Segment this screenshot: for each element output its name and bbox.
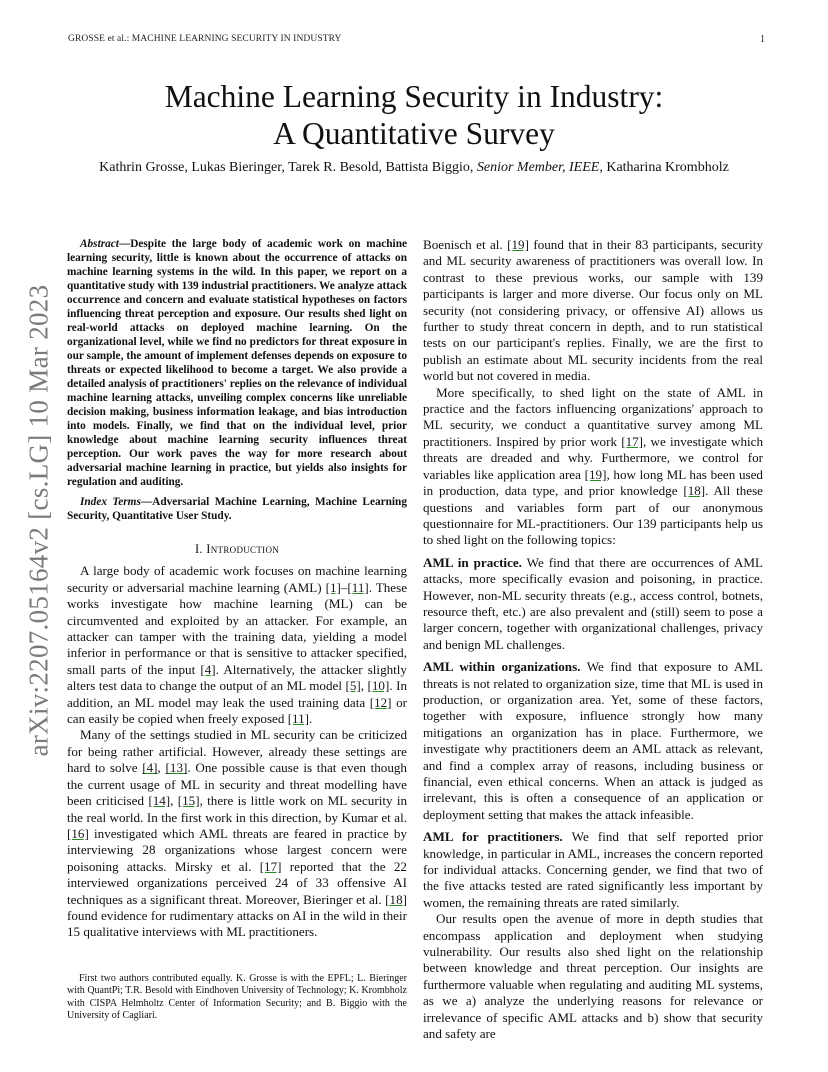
text-run: found evidence for rudimentary attacks on AI in the wild in their 15 qualitative interviews with ML practitioners.	[67, 907, 407, 940]
intro-paragraph-3	[423, 237, 763, 385]
text-run: . One possible cause is that even though the current usage of ML in security and threat modelling have been criticised	[67, 760, 407, 809]
left-column	[67, 237, 407, 941]
citation-link[interactable]: [4]	[200, 661, 216, 677]
text-run: investigated which AML threats are feared in practice by interviewing 28 organizations whose largest concern were poisoning attacks. Mirsky et al.	[67, 825, 407, 874]
abstract-label: Abstract	[80, 238, 119, 250]
text-run: A large body of academic work focuses on machine learning security or adversarial machine learning (AML)	[67, 563, 407, 595]
aml-for-practitioners-paragraph	[423, 829, 763, 911]
index-terms	[67, 495, 407, 523]
text-run: , we investigate which threats are dreaded and why. Furthermore, we control for variables like application area	[423, 433, 763, 482]
text-run: ,	[360, 678, 368, 694]
text-run: . In addition, an ML model may leak the used training data	[67, 678, 407, 710]
text-run: Our results open the avenue of more in depth studies that encompass application and deployment when studying vulnerability. Our results also shed light on the relationship between knowledge and threat perception. Our insights are furthermore valuable when regulating and auditing ML systems, as we a) analyze the underlying reasons for relevance or irrelevance of specific AML attacks and b) show that security and safety are	[423, 911, 763, 1042]
intro-paragraph-4	[423, 385, 763, 549]
author-membership: Senior Member, IEEE,	[476, 160, 603, 175]
text-run: More specifically, to shed light on the state of AML in practice and the factors influencing organizations' approach to ML security, we conduct a quantitative survey among ML practitioners. Inspired by prior work	[423, 384, 763, 449]
footnote: First two authors contributed equally. K. Grosse is with the EPFL; L. Bieringer with QuantPi; T.R. Besold with Eindhoven University of Technology; K. Krombholz with CISPA Helmholtz Center of Information Security; and B. Biggio with the University of Cagliari.	[67, 973, 407, 1022]
text-run: . These works investigate how machine learning (ML) can be circumvented and exploited by an attacker. For example, an attacker can tamper with the training data, yielding a model inferior in performance or that is sensitive to attacker specified, small parts of the input	[67, 579, 408, 677]
text-run: , how long ML has been used in production, data type, and prior knowledge	[423, 466, 763, 499]
abstract-text: —Despite the large body of academic work on machine learning security, little is known about the occurrence of attacks on machine learning systems in the wild. In this paper, we report on a quantitative study with 139 industrial practitioners. We analyze attack occurrence and concern and evaluate statistical hypotheses on factors influencing threat perception and exposure. Our results shed light on real-world attacks on deployed machine learning. On the organizational level, while we find no predictors for threat exposure in our sample, the amount of implement defenses depends on exposure to threats or expected likelihood to become a target. We also provide a detailed analysis of practitioners' replies on the relevance of individual machine learning attacks, unveiling complex concerns like unreliable decision making, business information leakage, and bias introduction into models. Finally, we find that on the individual level, prior knowledge about machine learning security influences threat perception. Our work paves the way for more research about adversarial machine learning in practice, but yields also insights for regulation and auditing.	[67, 238, 407, 488]
intro-paragraph-5	[423, 911, 763, 1042]
intro-paragraph-2	[67, 727, 407, 940]
citation-link[interactable]: [19]	[507, 237, 529, 252]
intro-paragraph-1	[67, 563, 407, 727]
citation-link[interactable]: [15]	[177, 793, 200, 809]
text-run: , there is little work on ML security in the real world. In the first work in this direction, by Kumar et al.	[67, 793, 408, 825]
author-names: Kathrin Grosse, Lukas Bieringer, Tarek R. Besold, Battista Biggio,	[99, 160, 474, 175]
citation-link[interactable]: [11]	[287, 711, 310, 727]
author-last: Katharina Krombholz	[606, 160, 729, 175]
text-run: ,	[157, 760, 166, 776]
text-run: .	[309, 711, 313, 727]
author-list	[60, 160, 768, 176]
citation-link[interactable]: [17]	[259, 858, 282, 874]
text-run: or can easily be copied when freely exposed	[67, 694, 407, 727]
abstract	[67, 237, 407, 489]
text-run: Boenisch et al.	[423, 237, 508, 252]
arxiv-stamp	[24, 280, 54, 760]
page-number: 1	[760, 34, 765, 45]
text-run: reported that the 22 interviewed organizations perceived 24 of 33 offensive AI techniques as a significant threat. Moreover, Bieringer et al.	[67, 858, 407, 907]
citation-link[interactable]: [19]	[584, 466, 607, 482]
title-line-2: A Quantitative Survey	[273, 116, 555, 151]
running-head: GROSSE et al.: MACHINE LEARNING SECURITY IN INDUSTRY	[68, 34, 342, 44]
text-run: –	[340, 579, 348, 595]
citation-link[interactable]: [4]	[142, 760, 158, 776]
citation-link[interactable]: [5]	[345, 678, 361, 694]
text-run: Many of the settings studied in ML security can be criticized for being rather artificial. However, already these settings are hard to solve	[67, 727, 407, 776]
paragraph-heading: AML in practice.	[423, 554, 522, 570]
citation-link[interactable]: [11]	[347, 579, 369, 595]
paragraph-heading: AML within organizations.	[423, 659, 581, 675]
citation-link[interactable]: [16]	[67, 825, 89, 841]
paragraph-heading: AML for practitioners.	[423, 829, 563, 845]
arxiv-stamp-text: arXiv:2207.05164v2 [cs.LG] 10 Mar 2023	[23, 284, 54, 756]
paper-title	[60, 78, 768, 152]
citation-link[interactable]: [17]	[621, 433, 644, 449]
text-run: We find that there are occurrences of AML attacks, more specifically evasion and poisoning, in practice. However, non-ML security threats (e.g., access control, botnets, resource theft, etc.) are also prevalent and (still) seem to pose a larger concern, together with organizational challenges, privacy and benign ML challenges.	[423, 554, 764, 652]
citation-link[interactable]: [14]	[148, 793, 171, 809]
section-title: Introduction	[206, 542, 280, 556]
citation-link[interactable]: [12]	[369, 694, 392, 710]
text-run: ,	[170, 793, 178, 809]
title-line-1: Machine Learning Security in Industry:	[164, 79, 664, 114]
aml-in-practice-paragraph	[423, 555, 763, 653]
citation-link[interactable]: [18]	[683, 483, 706, 499]
index-terms-text: —Adversarial Machine Learning, Machine Learning Security, Quantitative User Study.	[67, 496, 407, 522]
citation-link[interactable]: [18]	[385, 891, 407, 907]
right-column	[423, 237, 763, 1043]
text-run: . All these questions and variables form part of our anonymous questionnaire for ML-practitioners. Our 139 participants help us to shed light on the following topics:	[423, 483, 763, 548]
citation-link[interactable]: [10]	[367, 678, 390, 694]
aml-within-organizations-paragraph	[423, 659, 763, 823]
section-heading-introduction	[67, 541, 407, 557]
text-run: We find that self reported prior knowledge, in particular in AML, increases the concern reported for individual attacks. Concerning gender, we find that two of the five attacks tested are rated significantly less important by women, the remaining threats are rated similarly.	[423, 829, 764, 910]
text-run: We find that exposure to AML threats is not related to organization size, time that ML is used in production, or organization area. Yet, some of these factors, together with exposure, influence strongly how many mitigations an organization has in place. Furthermore, we investigate why practitioners deem an AML attack as relevant, and find a complex array of reasons, including business or financial, even ethical concerns. When an attack is judged as irrelevant, this is often a consequence of an application or deployment setting that makes the attack infeasible.	[423, 659, 763, 822]
citation-link[interactable]: [13]	[165, 760, 188, 776]
text-run: . Alternatively, the attacker slightly alters test data to change the output of an ML model	[67, 661, 407, 694]
citation-link[interactable]: [1]	[325, 579, 341, 595]
text-run: found that in their 83 participants, security and ML security awareness of practitioners was overall low. In contrast to these previous works, our sample with 139 participants is larger and more diverse. Our focus only on ML security (not considering privacy, or offensive AI) allows us further to study threat concern in depth, and to run statistical tests on our participant's replies. Finally, we are the first to publish an estimate about ML security incidents from the real world but not covered in media.	[423, 237, 763, 384]
section-number: I.	[194, 542, 203, 556]
index-terms-label: Index Terms	[80, 496, 141, 508]
